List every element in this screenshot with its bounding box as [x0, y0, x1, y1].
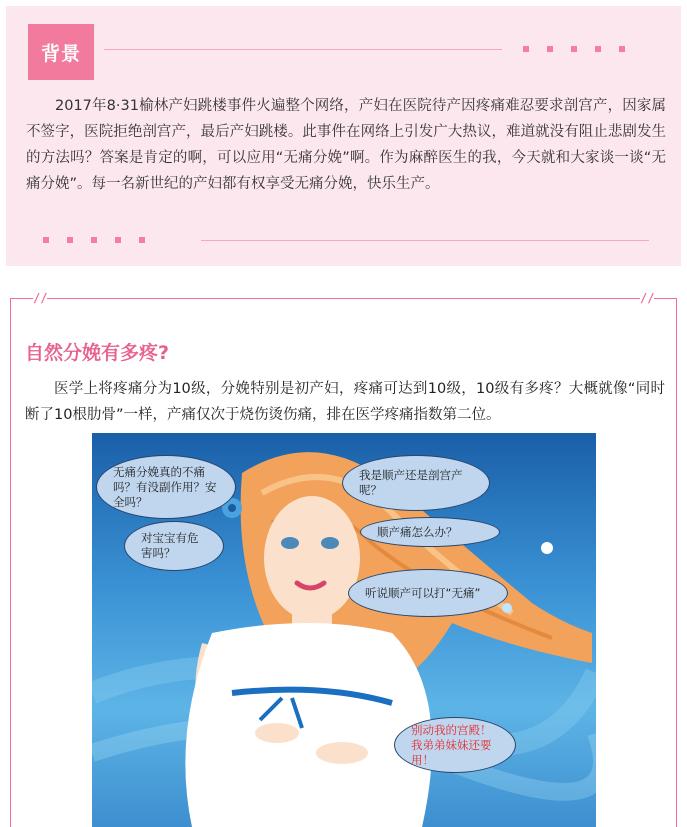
divider-line: [104, 49, 502, 50]
divider-line: [201, 240, 649, 241]
speech-bubble: 顺产痛怎么办？: [360, 517, 500, 547]
corner-mark-icon: //: [33, 291, 48, 305]
decorative-dots: [43, 237, 145, 243]
speech-bubble: 无痛分娩真的不痛吗？有没副作用？安全吗？: [96, 455, 236, 519]
speech-bubble: 我是顺产还是剖宫产呢？: [342, 455, 490, 511]
speech-bubble: 对宝宝有危害吗？: [124, 521, 224, 571]
decorative-dots: [523, 46, 625, 52]
speech-bubble: 听说顺产可以打“无痛”: [348, 569, 508, 617]
corner-mark-icon: //: [640, 291, 655, 305]
pregnant-woman-illustration: [92, 433, 596, 827]
section-paragraph: 医学上将疼痛分为10级，分娩特别是初产妇，疼痛可达到10级，10级有多疼？大概就像“同时断了10根肋骨”一样，产痛仅次于烧伤烫伤痛，排在医学疼痛指数第二位。: [25, 381, 665, 423]
background-paragraph: 2017年8·31榆林产妇跳楼事件火遍整个网络，产妇在医院待产因疼痛难忍要求剖宫产，因家属不签字，医院拒绝剖宫产，最后产妇跳楼。此事件在网络上引发广大热议，难道就没有阻止悲剧发生的方法吗？答案是肯定的啊，可以应用“无痛分娩”啊。作为麻醉医生的我，今天就和大家谈一谈“无痛分娩”。每一名新世纪的产妇都有权享受无痛分娩，快乐生产。: [26, 98, 666, 192]
section-title: 自然分娩有多疼?: [25, 342, 170, 364]
speech-bubble: 别动我的宫殿！我弟弟妹妹还要用！: [394, 717, 516, 773]
background-section: [6, 6, 681, 266]
background-badge: 背景: [28, 24, 94, 80]
